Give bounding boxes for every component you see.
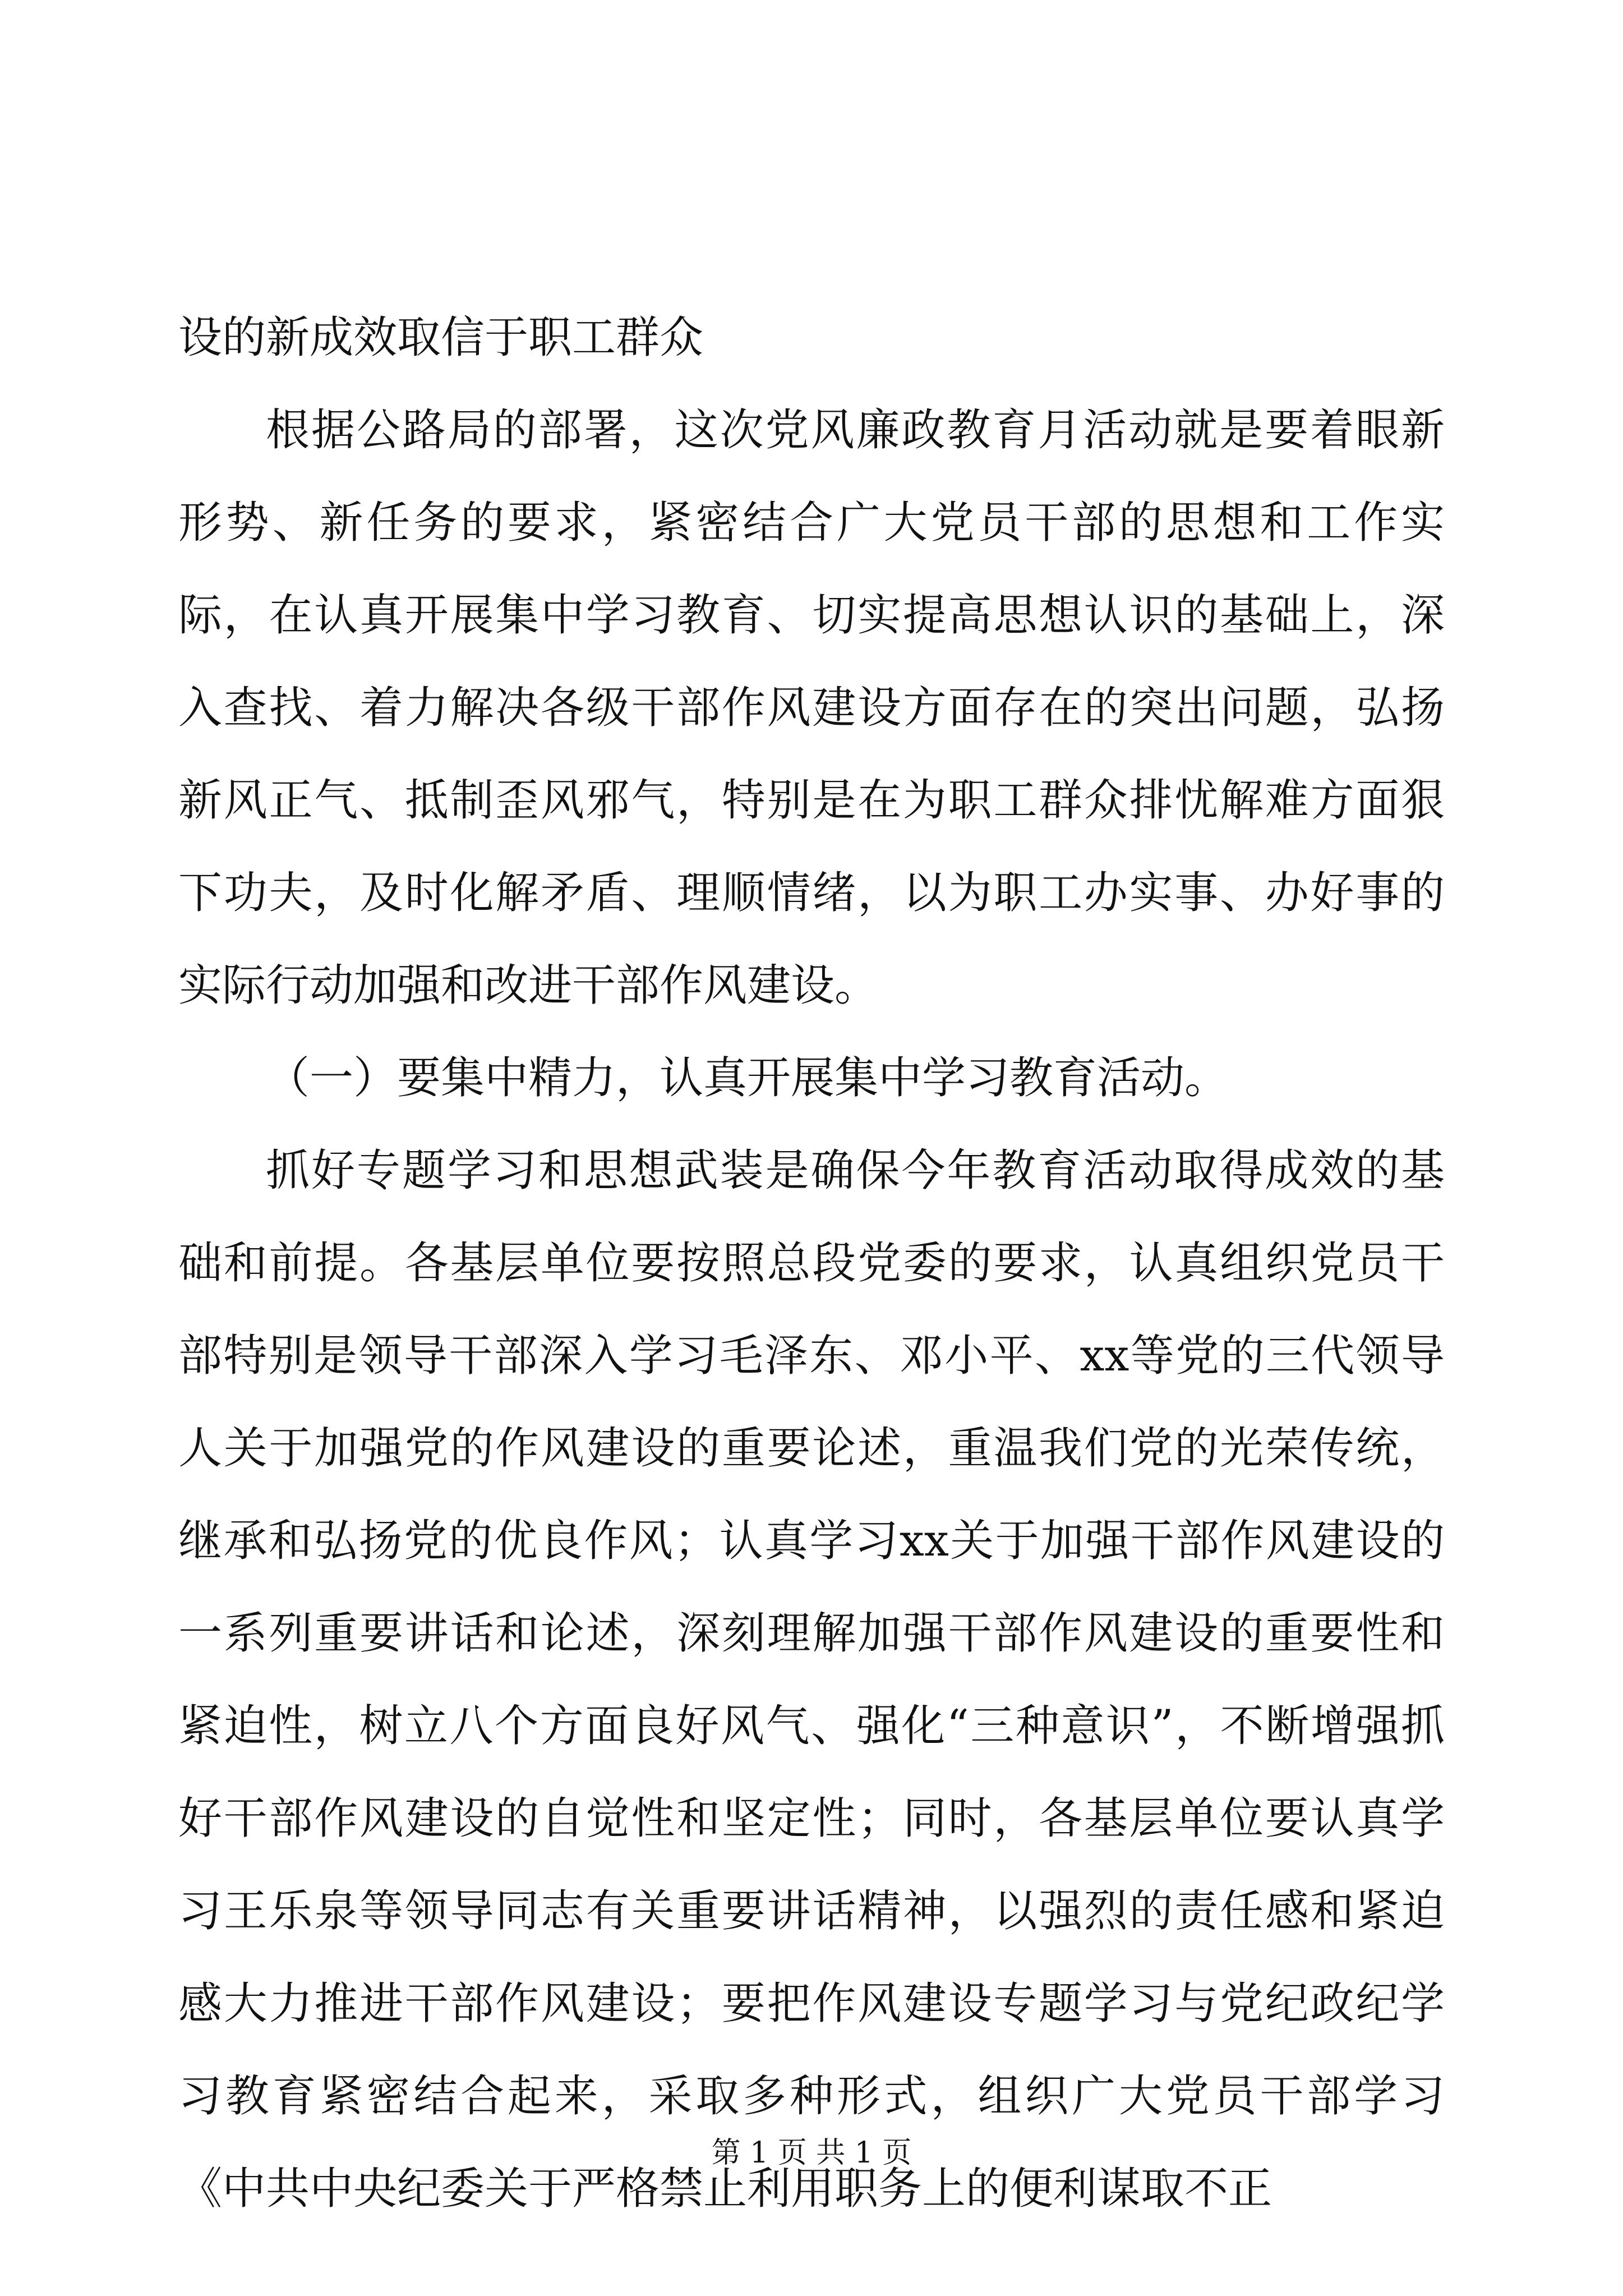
paragraph-study: 抓好专题学习和思想武装是确保今年教育活动取得成效的基础和前提。各基层单位要按照总段党委的要求，认真组织党员干部特别是领导干部深入学习毛泽东、邓小平、xx等党的三代领导人关于加强党的作风建设的重要论述，重温我们党的光荣传统，继承和弘扬党的优良作风；认真学习xx关于加强干部作风建设的一系列重要讲话和论述，深刻理解加强干部作风建设的重要性和紧迫性，树立八个方面良好风气、强化“三种意识”，不断增强抓好干部作风建设的自觉性和坚定性；同时，各基层单位要认真学习王乐泉等领导同志有关重要讲话精神，以强烈的责任感和紧迫感大力推进干部作风建设；要把作风建设专题学习与党纪政纪学习教育紧密结合起来，采取多种形式，组织广大党员干部学习《中共中央纪委关于严格禁止利用职务上的便利谋取不正	[178, 1145, 1445, 2214]
page-footer: 第 1 页 共 1 页	[711, 2136, 912, 2170]
document-body	[178, 292, 1445, 2235]
section-heading-1: （一）要集中精力，认真开展集中学习教育活动。	[266, 1053, 1229, 1103]
paragraph-continuation: 设的新成效取信于职工群众	[178, 312, 704, 363]
paragraph-deployment: 根据公路局的部署，这次党风廉政教育月活动就是要着眼新形势、新任务的要求，紧密结合广大党员干部的思想和工作实际，在认真开展集中学习教育、切实提高思想认识的基础上，深入查找、着力解决各级干部作风建设方面存在的突出问题，弘扬新风正气、抵制歪风邪气，特别是在为职工群众排忧解难方面狠下功夫，及时化解矛盾、理顺情绪，以为职工办实事、办好事的实际行动加强和改进干部作风建设。	[178, 405, 1445, 1011]
